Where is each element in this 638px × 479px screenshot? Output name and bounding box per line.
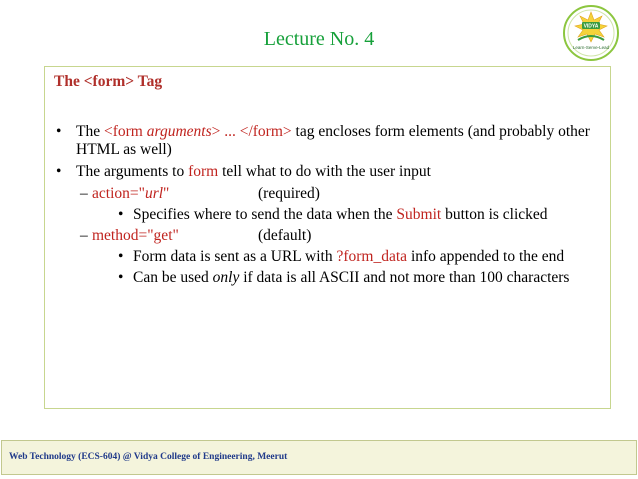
bullet-text: button is clicked bbox=[441, 206, 548, 223]
bullet-text: The bbox=[76, 123, 104, 140]
bullet-text: Form data is sent as a URL with bbox=[133, 248, 337, 265]
bullet-text: The arguments to bbox=[76, 163, 189, 180]
bullet-text: info appended to the end bbox=[407, 248, 565, 265]
note-default: (default) bbox=[258, 227, 312, 244]
bullet-dot: • bbox=[56, 123, 62, 140]
bullet-text: tell what to do with the user input bbox=[218, 163, 431, 180]
bullet-arguments bbox=[54, 163, 606, 181]
slide-footer bbox=[1, 440, 637, 475]
slide-title bbox=[0, 28, 638, 51]
code-url: url bbox=[144, 185, 164, 202]
bullet-dot: • bbox=[118, 248, 124, 265]
code-quote: " bbox=[163, 185, 170, 202]
dash-marker: – bbox=[80, 227, 88, 244]
logo-motto-text: Learn-Serve-Lead bbox=[572, 45, 610, 50]
code-form-close: > ... </form> bbox=[211, 123, 292, 140]
detail-method-1 bbox=[54, 248, 606, 266]
dash-marker: – bbox=[80, 185, 88, 202]
footer-text: Web Technology (ECS-604) @ Vidya College of Engineering, Meerut bbox=[9, 452, 288, 462]
note-required: (required) bbox=[258, 185, 320, 202]
bullet-dot: • bbox=[56, 163, 62, 180]
code-action: action=" bbox=[92, 185, 145, 202]
bullet-text: if data is all ASCII and not more than 100 characters bbox=[239, 269, 570, 286]
slide-heading: The <form> Tag bbox=[54, 73, 163, 90]
code-form-open: <form bbox=[103, 123, 147, 140]
bullet-form-tag bbox=[54, 123, 606, 159]
code-method: method="get" bbox=[92, 227, 179, 244]
subbullet-method bbox=[54, 227, 606, 245]
code-submit: Submit bbox=[396, 206, 442, 223]
detail-method-2 bbox=[54, 269, 606, 287]
subbullet-action bbox=[54, 185, 606, 203]
detail-action bbox=[54, 206, 606, 224]
slide-title-text: Lecture No. 4 bbox=[263, 28, 375, 50]
bullet-text: Can be used bbox=[133, 269, 213, 286]
slide-content bbox=[54, 123, 606, 290]
bullet-text: Specifies where to send the data when the bbox=[133, 206, 397, 223]
college-logo-icon bbox=[562, 4, 620, 62]
bullet-dot: • bbox=[118, 269, 124, 286]
bullet-text: tag encloses form elements (and probably other HTML as well) bbox=[76, 123, 590, 158]
code-form-data: ?form_data bbox=[336, 248, 408, 265]
code-form: form bbox=[188, 163, 219, 180]
logo-badge-text: VIDYA bbox=[583, 23, 599, 30]
code-arguments: arguments bbox=[146, 123, 212, 140]
emphasis-only: only bbox=[212, 269, 240, 286]
bullet-dot: • bbox=[118, 206, 124, 223]
